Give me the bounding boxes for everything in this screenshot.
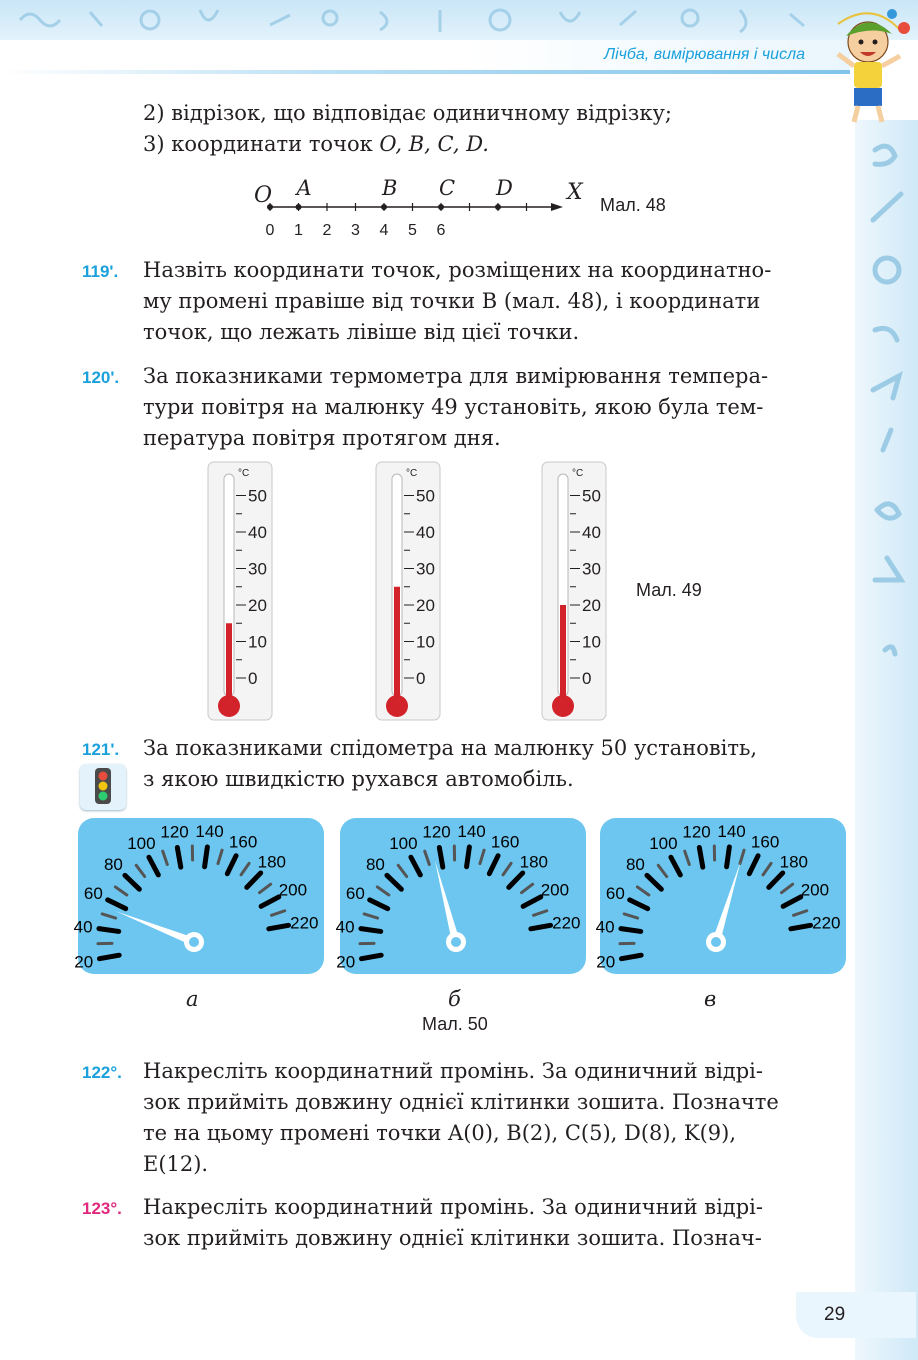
intro-line-2: 2) відрізок, що відповідає одиничному відрізку; <box>143 101 672 125</box>
fig49-thermometers <box>200 460 620 725</box>
thermometer-mercury <box>394 587 400 696</box>
ray-point-B <box>381 204 387 210</box>
ray-tick-label: 5 <box>408 222 417 239</box>
speedometer-tick <box>727 847 730 867</box>
speedometer-scale-label: 160 <box>490 832 520 852</box>
speedometer-scale-label: 40 <box>595 917 615 937</box>
thermometer <box>542 462 606 720</box>
thermometer-scale-label: 0 <box>248 669 258 688</box>
thermometer-scale-label: 20 <box>416 596 435 615</box>
thermometer-bulb <box>552 695 574 717</box>
speedometer-scale-label: 180 <box>519 852 548 872</box>
thermometer-scale-label: 20 <box>248 596 267 615</box>
thermometer-unit: °C <box>572 468 584 479</box>
ray-tick-label: 0 <box>265 222 275 239</box>
problem-121-number: 121'. <box>82 740 120 759</box>
speedometer-tick <box>699 847 702 867</box>
speedometer-tick <box>621 955 641 958</box>
speedometer-tick <box>99 955 119 958</box>
ray-point-label-A: A <box>296 176 312 200</box>
ray-point-label-B: B <box>382 176 398 200</box>
speedometer-scale-label: 60 <box>83 883 103 903</box>
speedometer-tick <box>621 929 641 932</box>
problem-119-number: 119'. <box>82 262 119 281</box>
top-decoration <box>0 0 918 40</box>
ray-axis-label: X <box>567 180 583 205</box>
problem-122-line-2: зок прийміть довжину однієї клітинки зошита. Позначте <box>143 1090 779 1114</box>
speedometer-scale-label: 80 <box>625 855 645 875</box>
speedometer-scale-label: 180 <box>257 852 286 872</box>
thermometer-scale-label: 10 <box>416 632 435 652</box>
thermometer-bulb <box>386 695 408 717</box>
speedometer-scale-label: 100 <box>389 834 418 854</box>
ray-point-D <box>495 204 501 210</box>
ray-origin-label: O <box>254 183 273 208</box>
thermometer-scale-label: 30 <box>248 559 267 579</box>
intro-line-3: 3) координати точок O, B, C, D. <box>143 132 489 156</box>
problem-123-line-1: Накресліть координатний промінь. За одиничний відрі- <box>143 1195 763 1219</box>
speedometer-scale-label: 220 <box>812 913 841 933</box>
thermometer-scale-label: 50 <box>416 486 435 506</box>
page-number: 29 <box>824 1304 846 1325</box>
ray-point-A <box>296 204 302 210</box>
speedometer <box>336 818 586 974</box>
thermometer-scale-label: 40 <box>582 523 601 542</box>
speedometer-scale-label: 40 <box>335 917 355 937</box>
thermometer-scale-label: 50 <box>582 486 601 506</box>
speedometer-scale-label: 60 <box>345 883 365 903</box>
fig49-caption: Мал. 49 <box>636 580 702 600</box>
speedometer-scale-label: 180 <box>779 852 808 872</box>
speedometer-scale-label: 140 <box>717 822 746 842</box>
problem-120-line-3: пература повітря протягом дня. <box>143 426 501 450</box>
thermometer-scale-label: 0 <box>582 669 592 688</box>
speedometer-tick <box>205 847 208 867</box>
thermometer-scale-label: 30 <box>582 559 601 579</box>
thermometer-scale-label: 10 <box>582 632 601 652</box>
speedometer <box>596 818 846 974</box>
speedometer-scale-label: 120 <box>160 822 189 842</box>
problem-119-line-1: Назвіть координати точок, розміщених на координатно- <box>143 258 772 282</box>
speedometer-tick <box>99 929 119 932</box>
speedometer-hub-inner <box>711 937 721 947</box>
problem-121-line-1: За показниками спідометра на малюнку 50 установіть, <box>143 736 758 760</box>
ray-tick-label: 4 <box>379 222 389 239</box>
thermometer-scale-label: 40 <box>248 523 267 542</box>
ray-point-label-D: D <box>496 176 513 200</box>
problem-122-line-1: Накресліть координатний промінь. За одиничний відрі- <box>143 1059 763 1083</box>
problem-122-number: 122°. <box>82 1063 122 1082</box>
speedometer-scale-label: 60 <box>605 883 625 903</box>
speedometer-scale-label: 80 <box>365 855 385 875</box>
right-margin-digits <box>855 130 918 690</box>
problem-123-number: 123°. <box>82 1199 122 1218</box>
problem-120-line-2: тури повітря на малюнку 49 установіть, якою була тем- <box>143 395 764 419</box>
speedometer-scale-label: 220 <box>290 913 319 933</box>
speedometer-scale-label: 100 <box>127 834 156 854</box>
thermometer-unit: °C <box>238 468 250 479</box>
thermometer-scale-label: 40 <box>416 523 435 542</box>
thermometer-scale-label: 0 <box>416 669 426 688</box>
thermometer <box>208 462 272 720</box>
thermometer <box>376 462 440 720</box>
speedometer-tick <box>791 925 811 928</box>
ray-arrowhead <box>551 203 563 211</box>
dial-letter-v: в <box>704 987 717 1011</box>
speedometer <box>74 818 324 974</box>
speedometer-scale-label: 160 <box>228 832 258 852</box>
speedometer-scale-label: 200 <box>278 880 308 900</box>
speedometer-scale-label: 120 <box>682 822 711 842</box>
thermometer-scale-label: 10 <box>248 632 267 652</box>
speedometer-tick <box>361 929 381 932</box>
speedometer-scale-label: 40 <box>73 917 93 937</box>
dial-letter-a: а <box>186 987 199 1011</box>
thermometer-scale-label: 30 <box>416 559 435 579</box>
problem-122-line-4: E(12). <box>143 1152 209 1176</box>
speedometer-scale-label: 20 <box>74 952 94 972</box>
problem-119-line-2: му промені правіше від точки B (мал. 48), і координати <box>143 289 761 313</box>
problem-123-line-2: зок прийміть довжину однієї клітинки зошита. Познач- <box>143 1226 762 1250</box>
speedometer-tick <box>177 847 180 867</box>
speedometer-tick <box>531 925 551 928</box>
ray-tick-label: 6 <box>436 222 446 239</box>
fig48-caption: Мал. 48 <box>600 195 666 215</box>
speedometer-scale-label: 100 <box>649 834 678 854</box>
speedometer-hub-inner <box>189 937 199 947</box>
speedometer-scale-label: 140 <box>457 822 486 842</box>
speedometer-scale-label: 140 <box>195 822 224 842</box>
ray-tick-label: 1 <box>294 222 303 239</box>
page-number-tab <box>796 1292 916 1338</box>
ray-tick-label: 2 <box>322 222 332 239</box>
speedometer-tick <box>467 847 470 867</box>
thermometer-mercury <box>226 623 232 696</box>
section-title: Лічба, вимірювання і числа <box>604 46 805 63</box>
mascot-boy-illustration <box>828 6 918 124</box>
problem-122-line-3: те на цьому промені точки A(0), B(2), C(5), D(8), K(9), <box>143 1121 737 1145</box>
speedometer-tick <box>361 955 381 958</box>
speedometer-scale-label: 20 <box>336 952 356 972</box>
speedometer-scale-label: 200 <box>800 880 830 900</box>
problem-120-number: 120'. <box>82 368 120 387</box>
speedometer-scale-label: 20 <box>596 952 616 972</box>
speedometer-tick <box>269 925 289 928</box>
header-underline <box>0 70 850 74</box>
thermometer-mercury <box>560 605 566 696</box>
ray-point-label-C: C <box>439 176 456 200</box>
ray-tick-label: 3 <box>351 222 360 239</box>
thermometer-bulb <box>218 695 240 717</box>
traffic-light-icon <box>80 764 126 810</box>
problem-119-line-3: точок, що лежать лівіше від цієї точки. <box>143 320 580 344</box>
problem-120-line-1: За показниками термометра для вимірювання темпера- <box>143 364 769 388</box>
dial-letter-b: б <box>448 987 461 1011</box>
speedometer-tick <box>439 847 442 867</box>
speedometer-scale-label: 160 <box>750 832 780 852</box>
ray-point-C <box>438 204 444 210</box>
speedometer-scale-label: 220 <box>552 913 581 933</box>
fig48-coordinate-ray <box>250 172 583 242</box>
thermometer-unit: °C <box>406 468 418 479</box>
speedometer-scale-label: 120 <box>422 822 451 842</box>
thermometer-scale-label: 20 <box>582 596 601 615</box>
thermometer-scale-label: 50 <box>248 486 267 506</box>
problem-121-line-2: з якою швидкістю рухався автомобіль. <box>143 767 574 791</box>
fig50-speedometers <box>73 818 848 978</box>
fig50-caption: Мал. 50 <box>422 1014 488 1034</box>
speedometer-scale-label: 80 <box>103 855 123 875</box>
speedometer-hub-inner <box>451 937 461 947</box>
speedometer-scale-label: 200 <box>540 880 570 900</box>
